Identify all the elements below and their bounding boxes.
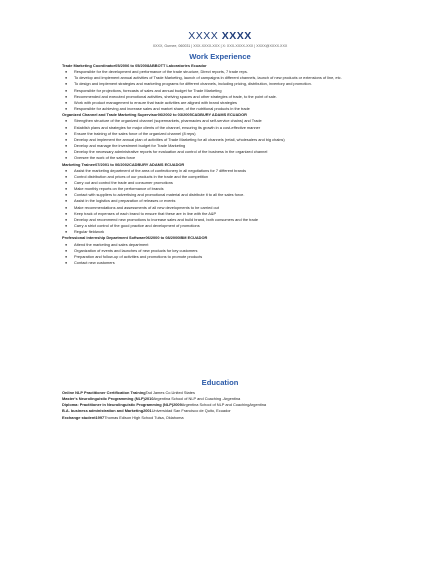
job-duty-item: ● To design and implement strategies and marketing programs for different channels, including pricing, distribution, inventory and promotion. [62,81,426,87]
job-title: Professional internship Department Software06/2000 to 08/2000IBM ECUADOR [62,235,208,241]
contact-line: XXXX, Gurnee, 060031 | XXX-XXXX-XXX | X: XXX-XXXX-XXX | XXXX@XXXX.XXX [152,44,288,48]
job-duty-item: ● To develop and implement annual activities of Trade Marketing, launch of campaigns in different channels, launch of new products or extensions of line, etc. [62,75,426,81]
job-duties-list [62,69,426,112]
job-duty-item: ● Develop the necessary administrative reports for evaluation and control of the business in the organized channel [62,149,426,155]
education-degree: Master's Neurolinguistic Programming (NLP)2010 [62,396,154,402]
job-duties-list [62,118,426,161]
job-duty-item: ● Assist in the logistics and preparation of releases or events [62,198,426,204]
education-heading: Education [201,378,239,387]
job-title: Organized Channel and Trade Marketing Supervisor06/2002 to 03/2005CADBURY ADAMS ECUADOR [62,112,247,118]
education-institution: Thomas Edison High School Tulsa, Oklahoma [104,414,184,420]
education-degree: Online NLP Practitioner Certification Training [62,390,146,395]
job-duty-item: ● Make recommendations and assessments of all new developments to be carried out [62,205,426,211]
job-title: Trade Marketing Coordinator05/2006 to 05/2008ABBOTT Laboratories Ecuador [62,63,207,68]
job-duty-item: ● Oversee the work of the sales force [62,155,426,161]
job-duties-list [62,242,426,267]
candidate-name [0,30,440,42]
job-duty-item: ● Carry out and control the trade and consumer promotions [62,180,426,186]
job-duty-item: ● Contact new customers [62,260,426,266]
job-entry [62,162,426,236]
job-entry [62,235,426,266]
job-duty-item: ● Responsible for projections, forecasts of sales and annual budget for Trade Marketing [62,88,426,94]
job-duty-item: ● Keep track of expenses of each brand to ensure that these are in line with the A&P [62,211,426,217]
job-duty-item: ● Recommended and executed promotional activities, shelving spaces and other strategies of trade, to the point of sale. [62,94,426,100]
job-duty-item: ● Attend the marketing and sales department [62,242,426,248]
education-institution: Argentina School of NLP and Coaching -Argentina [153,396,241,402]
education-institution: Universidad San Francisco de Quito, Ecuador [151,408,231,414]
job-entry [62,112,426,161]
job-duty-item: ● Make monthly reports on the performance of brands [62,186,426,192]
job-entry [62,63,426,112]
job-duty-item: ● Control distribution and prices of our products in the trade and the competition [62,174,426,180]
education-degree: Diploma: Practitioner in Neurolinguistic Programming (NLP)2009 [62,402,182,408]
job-duty-item: ● Contact with suppliers to advertising and promotional material and distribute it to all the sales force. [62,192,426,198]
education-section [62,390,426,421]
education-degree: B.A. business administration and Marketing2001 [62,408,152,414]
job-duty-item: ● Work with product management to ensure that trade activities are aligned with brand strategies [62,100,426,106]
job-duty-item: ● Regular fieldwork [62,229,426,235]
education-institution: Argentina School of NLP and CoachingArgentina [181,402,267,408]
job-title: Marketing Trainee07/2001 to 06/2002CADBURY ADAMS ECUADOR [62,161,185,167]
education-institution: Tad James Co.United States [145,390,195,395]
job-duty-item: ● Ensure the training of the sales force of the organized channel (8 reps) [62,131,426,137]
job-duty-item: ● Establish plans and strategies for major clients of the channel, ensuring its growth in a cost-effective manner [62,125,426,131]
job-duty-item: ● Develop and implement the annual plan of activities of Trade Marketing for all channels (retail, wholesalers and big chains) [62,137,426,143]
job-duty-item: ● Develop and manage the investment budget for Trade Marketing [62,143,426,149]
job-duty-item: ● Assist the marketing department of the area of confectionery in all negotiations for 7 different brands [62,168,426,174]
job-duty-item: ● Organization of events and launches of new products for key customers [62,248,426,254]
job-duty-item: ● Preparation and follow-up of activities and promotions to promote products [62,254,426,260]
work-experience-section [62,63,426,266]
work-experience-heading: Work Experience [189,52,251,61]
job-duty-item: ● Strengthen structure of the organized channel (supermarkets, pharmacies and self-service chains) and Trade [62,118,426,124]
education-degree: Exchange student1997 [62,414,105,420]
education-entry [62,415,426,421]
last-name: XXXX [221,30,252,42]
job-duty-item: ● Responsible for achieving and increase sales and market share, of the nutritional products in the trade [62,106,426,112]
job-duty-item: ● Develop and recommend new promotions to increase sales and build brand, both consumers and the trade [62,217,426,223]
job-duties-list [62,168,426,236]
job-duty-item: ● Carry a strict control of the good practice and development of promotions [62,223,426,229]
job-duty-item: ● Responsible for the development and performance of the trade structure, Direct reports, 7 trade reps. [62,69,426,75]
first-name: XXXX [188,30,219,42]
